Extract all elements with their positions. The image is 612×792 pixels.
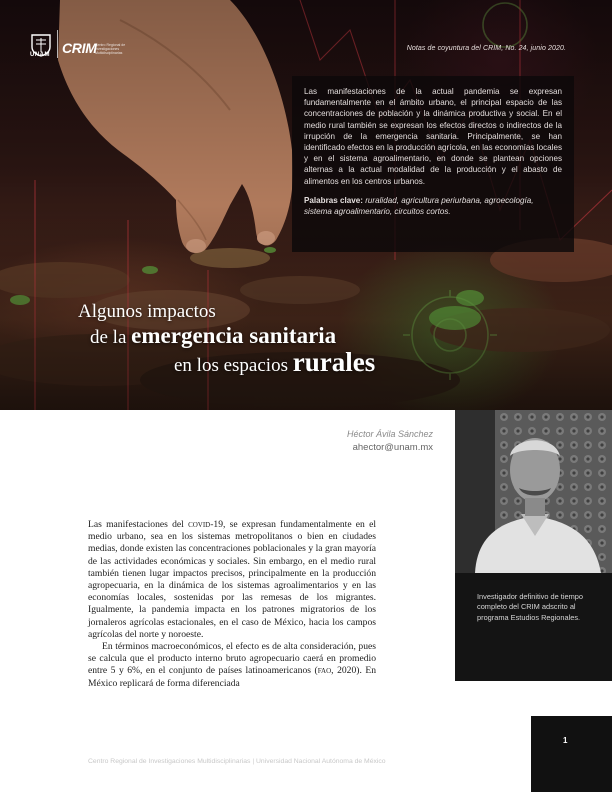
- title-line-3-bold: rurales: [292, 347, 376, 377]
- body-p2-a: En términos macroeconómicos, el efecto es de alta consideración, pues se calcula que el producto interno bruto agropecuario caerá en promedio entre 5 y 6%, en el conjunto de países latinoamericanos (: [88, 641, 376, 677]
- footer-institution: Centro Regional de Investigaciones Multidisciplinarias | Universidad Nacional Autónoma de México: [88, 758, 386, 765]
- page-number-box: [531, 716, 612, 792]
- keywords: [304, 195, 562, 217]
- keywords-label: Palabras clave:: [304, 195, 363, 205]
- author-bio: Investigador definitivo de tiempo completo del CRIM adscrito al programa Estudios Regionales.: [477, 592, 583, 622]
- body-p2-smallcaps: fao: [317, 665, 332, 677]
- unam-logo-text: UNAM: [30, 52, 50, 58]
- title-line-1: Algunos impactos: [78, 301, 216, 322]
- page-number: 1: [563, 736, 568, 745]
- author-email[interactable]: ahector@unam.mx: [352, 442, 433, 453]
- body-p2-b: , 2020). En México replicará de forma diferenciada: [88, 665, 376, 689]
- crim-logo: CRIM: [62, 40, 97, 56]
- body-paragraph-2: [88, 641, 376, 690]
- article-title: [78, 300, 375, 378]
- author-photo: [455, 410, 612, 573]
- keywords-list: ruralidad, agricultura periurbana, agroecología, sistema agroalimentario, circuitos cortos.: [304, 195, 534, 217]
- article-body: [88, 519, 376, 690]
- title-line-3-pre: en los espacios: [174, 355, 293, 376]
- title-line-3: [78, 347, 376, 378]
- abstract-box: [292, 76, 574, 252]
- crim-logo-subtitle: Centro Regional de Investigaciones Multidisciplinarias: [95, 43, 126, 55]
- body-p1-smallcaps: covid: [188, 519, 211, 530]
- title-line-2-bold: emergencia sanitaria: [131, 323, 337, 348]
- body-p1-b: -19, se expresan fundamentalmente en el medio urbano, sea en los sistemas metropolitanos o bien en ciudades medias, donde existen las concentraciones poblacionales y la gran mayoría de las actividades económicas y sociales. Sin embargo, en el medio rural también tienen lugar impactos precisos, principalmente en la producción agropecuaria, en la dinámica de los sistemas agroalimentarios y en las economías locales, sostenidas por las remesas de los migrantes. Igualmente, la pandemia impacta en los patrones migratorios de los jornaleros agrícolas estacionales, en el caso de México, hacia los campos agrícolas del norte y noroeste.: [88, 519, 376, 640]
- body-paragraph-1: [88, 519, 376, 641]
- author-bio-box: [455, 573, 612, 681]
- abstract-text: Las manifestaciones de la actual pandemia se expresan fundamentalmente en el ámbito urbano, el principal espacio de las concentraciones de población y la dinámica productiva y social. En el medio rural también se expresan los efectos directos o indirectos de la irrupción de la emergencia sanitaria. Principalmente, se han identificado efectos en la producción agrícola, en las economías locales y en el sistema agroalimentario, en donde se plantean opciones alternas a la actual modalidad de la producción y el abasto de alimentos en los centros urbanos.: [304, 87, 562, 186]
- issue-line: Notas de coyuntura del CRIM, No. 24, junio 2020.: [406, 45, 566, 52]
- logo-divider: [57, 30, 58, 58]
- author-name: Héctor Ávila Sánchez: [346, 429, 433, 439]
- body-p1-a: Las manifestaciones del: [88, 519, 189, 530]
- title-line-2-pre: de la: [90, 327, 132, 348]
- author-portrait: [455, 410, 612, 573]
